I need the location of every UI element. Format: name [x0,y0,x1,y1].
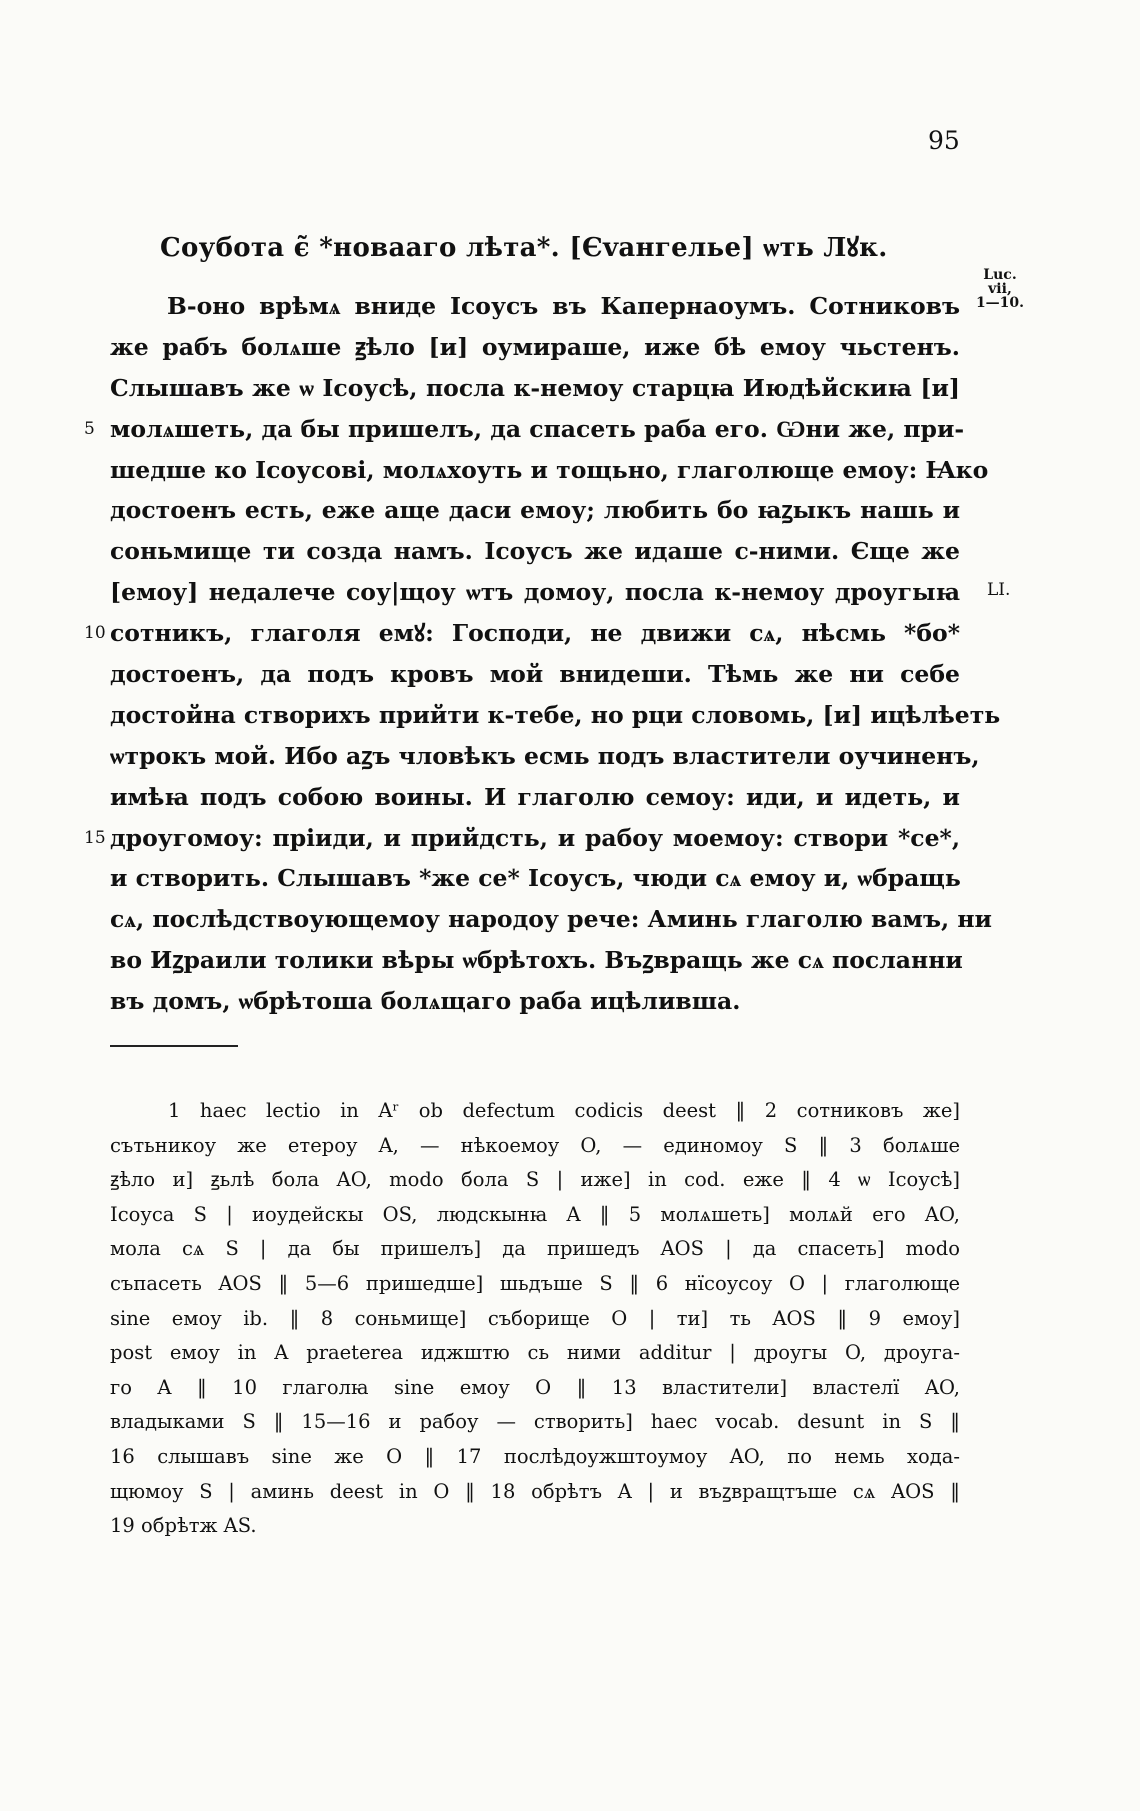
text-line-content: сотникъ, глаголя емꙋ: Господи, не движи сѧ, нѣсмь *бо* [110,619,960,648]
text-line [110,736,980,777]
footnote-line [110,1267,960,1302]
text-line-content: соньмище ти созда намъ. Ісоусъ же идаше с-ними. Єще же [110,537,960,566]
text-line-content: во Иꙁраили толики вѣры ѡбрѣтохъ. Въꙁвращь же сѧ посланни [110,946,963,975]
text-line-content: достоенъ, да подъ кровъ мой внидеши. Тѣмь же ни себе [110,660,960,689]
footnote-line [110,1405,960,1440]
text-line-content: и створить. Слышавъ *же се* Ісоусъ, чюди сѧ емоу и, ѡбращь [110,864,961,893]
footnote-line [110,1475,960,1510]
footnote-line [110,1094,960,1129]
margin-scripture-reference [968,268,1032,310]
footnote-line-content: щюмоу S | аминь deest in O ‖ 18 обрѣтъ A | и въꙁвращтъше сѧ AOS ‖ [110,1479,960,1503]
text-line [110,286,960,327]
footnote-line [110,1336,960,1371]
text-line [110,490,960,531]
line-number: 10 [84,623,106,644]
footnote-line [110,1371,960,1406]
margin-ref-verses: 1—10. [975,295,1025,311]
margin-ref-book: Luc. [983,267,1017,283]
text-line-content: имѣꙗ подъ собою воины. И глаголю семоу: иди, и идеть, и [110,782,960,811]
footnotes-apparatus [110,1094,960,1544]
text-line [110,450,989,491]
footnote-line [110,1302,960,1337]
footnote-line [110,1440,960,1475]
footnote-line [110,1198,960,1233]
text-line [110,368,960,409]
text-line [110,327,960,368]
footnote-line-content: sine емоу ib. ‖ 8 соньмище] съборище O | ти] ть AOS ‖ 9 емоу] [110,1306,960,1330]
text-line [110,899,992,940]
text-line [110,695,1001,736]
text-line-content: дроугомоу: пріиди, и прийдсть, и рабоу моемоу: створи *се*, [110,823,960,852]
text-line [110,531,960,572]
text-line [110,777,960,818]
text-line-content: В-оно врѣмѧ вниде Ісоусъ въ Капернаоумъ. Сотниковъ [167,292,960,320]
footnote-line-content: Ісоуса S | иоудейскы OS, людскынꙗ A ‖ 5 молѧшеть] молѧй его AO, [110,1202,960,1226]
footnote-line [110,1163,960,1198]
text-line [110,858,960,899]
footnote-line-content: 16 слышавъ sine же O ‖ 17 послѣдоужштоумоу AO, по немь хода- [110,1444,960,1468]
text-line [84,818,960,859]
text-line [110,940,963,981]
footnote-line-content: 1 haec lectio in Aʳ ob defectum codicis deest ‖ 2 сотниковъ же] [168,1099,960,1122]
footnote-line [110,1232,960,1267]
text-line-content: [емоу] недалече соу|щоу ѡтъ домоу, посла к-немоу дроугыꙗ [110,578,960,607]
footnote-line-content: ꙃѣло и] ꙃьлѣ бола AO, modo бола S | иже] in cod. еже ‖ 4 ѡ Ісоусѣ] [110,1168,960,1192]
footnote-line-content: сътьникоу же етероу A, — нѣкоемоу O, — единомоу S ‖ 3 болѧше [110,1133,960,1157]
text-line [110,572,960,613]
text-line-content: молѧшеть, да бы пришелъ, да спасеть раба его. Ѡни же, при- [110,414,965,443]
text-line [84,613,960,654]
footnote-line-content: мола сѧ S | да бы пришелъ] да пришедъ AOS | да спасеть] modo [110,1237,960,1261]
text-line [110,654,960,695]
footnote-line-content: post емоу in A praeterea иджштю сь ними additur | дроугы O, дроуга- [110,1341,960,1365]
text-line-content: ѡтрокъ мой. Ибо аꙁъ чловѣкъ есмь подъ властители оучиненъ, [110,741,980,770]
line-number: 15 [84,827,106,848]
footnote-line-content: съпасеть AOS ‖ 5—6 пришедше] шьдъше S ‖ 6 нїсоусоу O | глаголюще [110,1271,960,1295]
footnote-line-content: го A ‖ 10 глаголꙗ sine емоу O ‖ 13 властители] властелї AO, [110,1375,960,1399]
text-line [110,981,960,1022]
text-line-content: достойна створихъ прийти к-тебе, но рци словомь, [и] ицѣлѣеть [110,700,1001,729]
footnote-line-content: 19 обрѣтж AS. [110,1514,257,1538]
reading-title: Соубота є̃ *новаагo лѣта*. [Єvангелье] ѡть Лꙋк. [160,233,888,263]
text-line-content: достоенъ есть, еже аще даси емоу; любить бо ꙗꙁыкъ нашь и [110,496,960,525]
footnote-line-content: владыками S ‖ 15—16 и рабоу — створить] haec vocab. desunt in S ‖ [110,1410,960,1434]
footnote-line [110,1129,960,1164]
footnote-line [110,1509,960,1544]
text-line [84,409,965,450]
margin-ref-chapter: vii, [988,281,1012,297]
line-number: 5 [84,418,95,439]
margin-section-number: LI. [987,580,1011,600]
text-line-content: сѧ, послѣдствоующемоу народоу рече: Аминь глаголю вамъ, ни [110,905,992,934]
text-line-content: въ домъ, ѡбрѣтоша болѧщаго раба ицѣливша. [110,987,741,1016]
page-number: 95 [928,126,960,155]
footnote-separator [110,1045,238,1047]
text-line-content: шедше ко Ісоусові, молѧхоуть и тощьно, глаголюще емоу: Ꙗко [110,455,989,484]
text-line-content: Слышавъ же ѡ Ісоусѣ, посла к-немоу старцꙗ Июдѣйскиꙗ [и] [110,373,960,402]
text-line-content: же рабъ болѧше ꙃѣло [и] оумираше, иже бѣ емоу чьстенъ. [110,332,960,361]
